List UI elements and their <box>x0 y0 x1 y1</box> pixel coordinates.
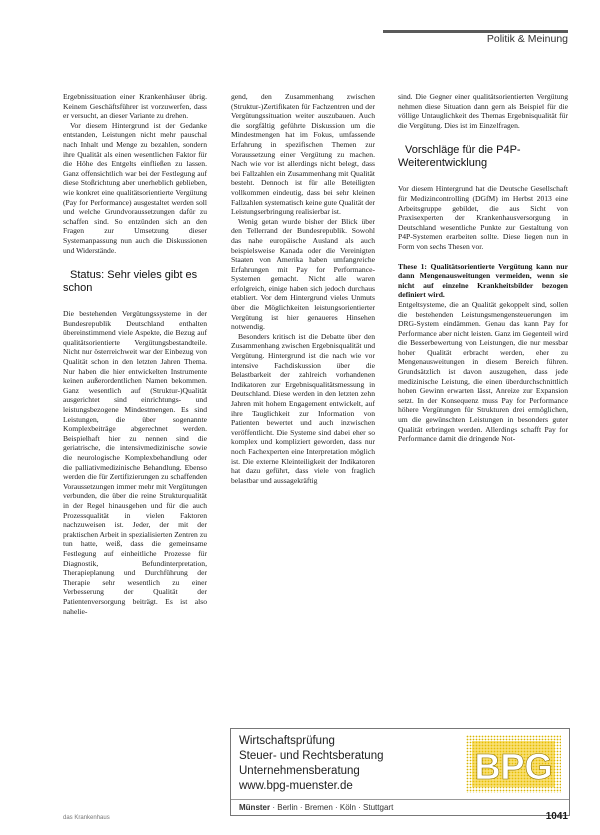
ad-city-main: Münster <box>239 803 271 812</box>
section-heading: Vorschläge für die P4P-Weiterentwicklung <box>398 144 521 170</box>
ad-cities-list: · Berlin · Bremen · Köln · Stuttgart <box>272 803 394 812</box>
paragraph: gend, den Zusammenhang zwischen (Struktur-)Zertifikaten für Fachzentren und der Vergütungssituation weiter auszubauen. Auch die sorgfältig geführte Diskussion um die Mindestmengen hat im Fokus, umfassende Erfahrung in spezifischen Themen zur Voraussetzung einer Vergütung zu machen. Nach wie vor ist allerdings nicht belegt, dass bei Fallzahlen ein Zusammenhang mit Qualität besteht. Dennoch ist für alle Beteiligten vollkommen eindeutig, dass bei sehr kleinen Fallzahlen systematisch keine gute Qualität der Leistungserbringung realisierbar ist. <box>231 92 375 217</box>
ad-website-link[interactable]: www.bpg-muenster.de <box>239 780 353 792</box>
paragraph: sind. Die Gegner einer qualitätsorientierten Vergütung nehmen diese Situation dann gern als Beispiel für die völlige Untauglichkeit des Themas Ergebnisqualität für die Vergütung. Dies ist im Einzelfragen. <box>398 92 568 130</box>
ad-line: Unternehmensberatung <box>239 765 360 777</box>
paragraph: Entgeltsysteme, die an Qualität gekoppelt sind, sollen die bestehenden Leistungsmengensteuerungen im DRG-System eindämmen. Genau das kann Pay for Performance aber nicht leisten. Ganz im Gegenteil wird die Besserbewertung von Leistungen, die nur messbar hoher Qualität erbracht werden, eher zu Mengenausweitungen in diesem Bereich führen. Grundsätzlich ist davon auszugehen, dass jede medizinische Leistung, die einen überdurchschnittlich hohen Gewinn erwarten lässt, Anreize zur Expansion setzt. In der Konsequenz muss Pay for Performance höhere Vergütungen für Strukturen drei ermöglichen, um die gewünschten Leistungen in besonders guter Qualität erbringen werden. Allerdings schafft Pay for Performance damit die dringende Not- <box>398 299 568 444</box>
text-column-1 <box>63 92 207 616</box>
ad-locations <box>231 799 569 815</box>
section-label: Politik & Meinung <box>486 33 568 45</box>
text-column-2 <box>231 92 375 485</box>
paragraph: Vor diesem Hintergrund hat die Deutsche Gesellschaft für Medizincontrolling (DGfM) im Herbst 2013 eine Arbeitsgruppe gebildet, die aus Sicht von Praxisexperten der Krankenhausversorgung in Deutschland wesentliche Punkte zur Gestaltung von P4P-Systemen erarbeiten sollte. Diese liegen nun in Form von sechs Thesen vor. <box>398 184 568 251</box>
page-number: 1041 <box>545 811 568 822</box>
paragraph: Wenig getan wurde bisher der Blick über den Tellerrand der Bundesrepublik. Sowohl das nahe europäische Ausland als auch beispielsweise Kanada oder die Vereinigten Staaten von Amerika haben umfangreiche Erfahrungen mit Pay for Performance-Systemen gemacht. Nicht alle waren erfolgreich, einige haben sich jedoch durchaus etabliert. Vor dem Hintergrund vieles Unmuts über die Möglichkeiten leistungsorientierter Vergütung ist hier genaueres Hinsehen notwendig. <box>231 216 375 332</box>
logo-text: BPG <box>474 746 553 787</box>
ad-line: Wirtschaftsprüfung <box>239 735 335 747</box>
advertisement[interactable] <box>230 728 570 816</box>
footer-publication: das Krankenhaus <box>63 815 110 821</box>
section-heading: Status: Sehr vieles gibt es schon <box>63 269 198 295</box>
ad-line: Steuer- und Rechtsberatung <box>239 750 384 762</box>
paragraph: Vor diesem Hintergrund ist der Gedanke entstanden, Leistungen nicht mehr pauschal nach Inhalt und Menge zu bezahlen, sondern ihre Qualität als einen wesentlichen Faktor für die Höhe des Entgelts einfließen zu lassen. Ganz offensichtlich war bei der Festlegung auf diese Stoßrichtung aber unerheblich geblieben, wie konkret eine qualitätsorientierte Vergütung (Pay for Performance) ausgestaltet werden soll und welche Grundvoraussetzungen dafür zu schaffen sind. So entzünden sich an den Fragen zur Umsetzung dieser Systemanpassung nun auch die Diskussionen und Widerstände. <box>63 120 207 255</box>
thesis-statement: These 1: Qualitätsorientierte Vergütung kann nur dann Mengenausweitungen vermeiden, wenn sie nicht auf einzelne Krankheitsbilder bezogen definiert wird. <box>398 261 568 300</box>
paragraph: Ergebnissituation einer Krankenhäuser übrig. Keinem Geschäftsführer ist vorzuwerfen, dass er versucht, an dieser Variante zu drehen. <box>63 92 207 121</box>
paragraph: Die bestehenden Vergütungssysteme in der Bundesrepublik Deutschland enthalten übereinstimmend viele Aspekte, die Bezug auf qualitätsorientierte Vergütungsbestandteile. Nicht nur österreichweit war der Einbezug von Qualität schon in den letzten Jahren Thema. Nur haben die hier entwickelten Instrumente keinen außerordentlichen Namen bekommen. Ganz wesentlich auf (Struktur-)Qualität ausgerichtet sind einrichtungs- und leistungsbezogene Mindestmengen. Es sind Leistungen, die über sogenannte Komplexbeiträge abgerechnet werden. Beispielhaft hier zu nennen sind die geriatrische, die intensivmedizinische sowie die neurologische Komplexbehandlung oder die palliativmedizinische Behandlung. Ebenso werden die für Zertifizierungen zu schaffenden Voraussetzungen immer mehr mit Vergütungen verbunden, die über die reine Strukturqualität in der Regel hinausgehen und für die auch Prozessqualität in vielen Faktoren nachzuweisen ist. Jeder, der mit der praktischen Arbeit in spezialisierten Zentren zu tun hatte, weiß, dass die gemeinsame Festlegung auf einheitliche Prozesse für Diagnostik, Befundinterpretation, Therapieplanung und Durchführung der Therapie sehr wesentlich zu einer Verbesserung der Qualität der Patientenversorgung beiträgt. Es ist also nahelie- <box>63 309 207 616</box>
paragraph: Besonders kritisch ist die Debatte über den Zusammenhang zwischen Ergebnisqualität und Vergütung. Hintergrund ist die nach wie vor intensive Fachdiskussion über die Belastbarkeit der zahlreich vorhandenen Indikatoren zur Ergebnisqualitätsmessung in Deutschland. Diese werden in den letzten zehn Jahren mit hohem Engagement entwickelt, auf ihre Tauglichkeit zur Information von Patienten bewertet und auch inzwischen veröffentlicht. Die Systeme sind dabei eher so komplex und kompliziert geworden, dass nur noch Fachexperten eine Interpretation möglich ist. Die externe Kleinteiligkeit der Indikatoren hat dazu geführt, dass viele von fraglich belastbar und aussagekräftig <box>231 331 375 485</box>
bpg-logo-icon <box>466 735 561 793</box>
text-column-3 <box>398 92 568 444</box>
